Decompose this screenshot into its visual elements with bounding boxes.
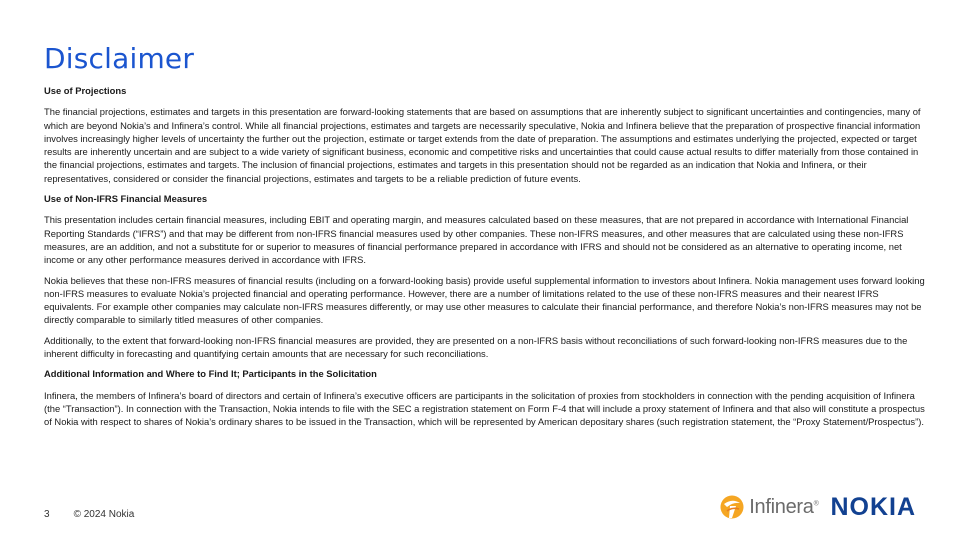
copyright: © 2024 Nokia — [73, 509, 135, 520]
paragraph: This presentation includes certain financial measures, including EBIT and operating margin, and measures calculated based on these measures, that are not prepared in accordance with International Financial Reporting Standards (“IFRS”) and that may be different from non-IFRS financial measures used by other companies. These non-IFRS measures, and other measures that are calculated using these non-IFRS measures, are an addition, and not a substitute for or superior to measures of financial performance prepared in accordance with IFRS and should not be considered as an alternative to operating income, net income or any other performance measures derived in accordance with IFRS. — [44, 214, 909, 266]
section-projections — [44, 84, 928, 185]
paragraph: Nokia believes that these non-IFRS measures of financial results (including on a forward-looking basis) provide useful supplemental information to investors about Infinera. Nokia management uses forward looking non-IFRS measures to evaluate Nokia’s projected financial and operating performance. However, there are a number of limitations related to the use of these non-IFRS measures and their nearest IFRS equivalents. For example other companies may calculate non-IFRS measures differently, or may use other measures to calculate their financial performance, and therefore Nokia’s non-IFRS measures may not be directly comparable to similarly titled measures of other companies. — [44, 274, 925, 326]
paragraph: Additionally, to the extent that forward-looking non-IFRS financial measures are provided, they are presented on a non-IFRS basis without reconciliations of such forward-looking non-IFRS measures due to the inherent difficulty in forecasting and quantifying certain amounts that are necessary for such reconciliations. — [44, 334, 908, 360]
disclaimer-body — [44, 84, 928, 436]
section-heading: Additional Information and Where to Find It; Participants in the Solicitation — [44, 368, 377, 380]
section-additional-info — [44, 367, 928, 428]
section-heading: Use of Non-IFRS Financial Measures — [44, 193, 208, 205]
paragraph: Infinera, the members of Infinera’s board of directors and certain of Infinera’s executive officers are participants in the solicitation of proxies from stockholders in connection with the pending acquisition of Infinera (the “Transaction”). In connection with the Transaction, Nokia intends to file with the SEC a registration statement on Form F-4 that will include a proxy statement of Infinera and that also will constitute a prospectus of Nokia with respect to shares of Nokia’s ordinary shares to be issued in the Transaction, which will be represented by American depositary shares (such registration statement, the “Proxy Statement/Prospectus”). — [44, 389, 925, 428]
infinera-wordmark: Infinera® — [749, 495, 819, 518]
page-title: Disclaimer — [44, 42, 195, 75]
page-number: 3 — [44, 509, 50, 520]
footer — [44, 509, 134, 520]
section-heading: Use of Projections — [44, 85, 127, 96]
infinera-swirl-icon — [719, 494, 745, 520]
infinera-logo — [719, 494, 818, 520]
section-non-ifrs — [44, 192, 928, 360]
logo-group — [719, 492, 916, 522]
nokia-logo: NOKIA — [830, 492, 916, 521]
paragraph: The financial projections, estimates and targets in this presentation are forward-looking statements that are based on assumptions that are inherently subject to significant uncertainties and contingencies, many of which are beyond Nokia’s and Infinera’s control. While all financial projections, estimates and targets are necessarily speculative, Nokia and Infinera believe that the preparation of prospective financial information involves increasingly higher levels of uncertainty the further out the projection, estimate or target extends from the date of preparation. The assumptions and estimates underlying the projected, expected or target results are inherently uncertain and are subject to a wide variety of significant business, economic and competitive risks and uncertainties that could cause actual results to differ materially from those contained in the financial projections, estimates and targets. The inclusion of financial projections, estimates and targets in this presentation should not be regarded as an indication that Nokia and Infinera, or their representatives, considered or consider the financial projections, estimates and targets to be a reliable prediction of future events. — [44, 106, 921, 184]
